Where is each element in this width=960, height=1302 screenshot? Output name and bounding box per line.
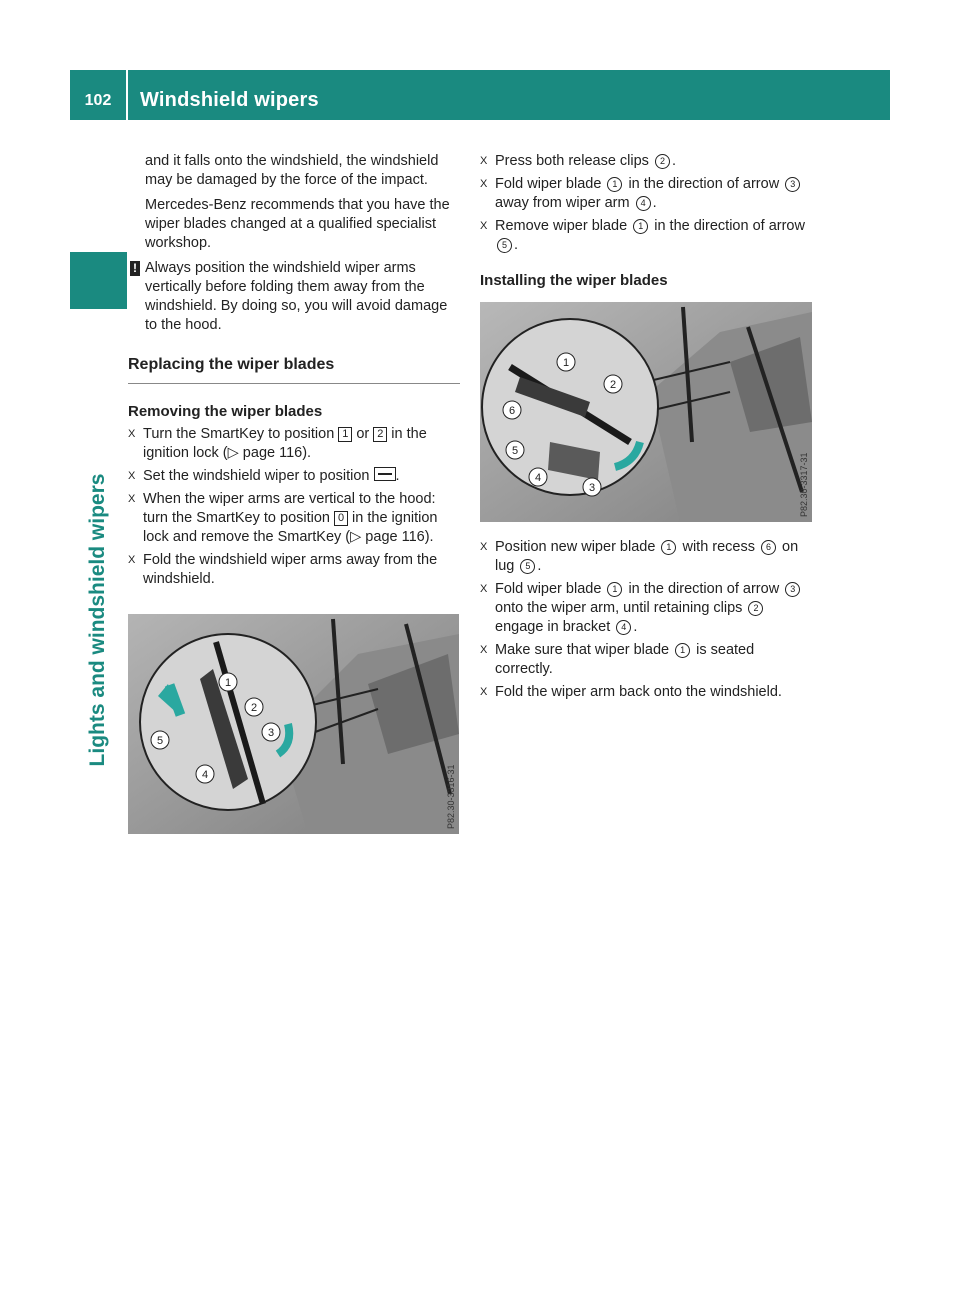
callout-ref: 5 <box>520 559 535 574</box>
key-position-icon: 0 <box>334 511 348 526</box>
key-position-icon: 2 <box>373 427 387 442</box>
step-remove-wiper-blade: X Remove wiper blade 1 in the direction of arrow 5 . <box>480 218 805 253</box>
subsection-heading-removing: Removing the wiper blades <box>128 403 323 420</box>
figure-code: P82.30-3317-31 <box>799 452 809 517</box>
left-column <box>128 152 460 593</box>
callout-ref: 3 <box>785 177 800 192</box>
page-reference-link[interactable]: page 116). <box>361 529 434 545</box>
page-header <box>70 70 890 120</box>
callout-3: 3 <box>588 482 596 494</box>
page-reference-icon: ▷ <box>227 445 239 461</box>
callout-6: 6 <box>508 405 516 417</box>
subsection-heading-installing: Installing the wiper blades <box>480 272 668 289</box>
bullet-arrow-icon: X <box>128 470 136 482</box>
recommendation-paragraph: Mercedes-Benz recommends that you have the wiper blades changed at a qualified specialist workshop. <box>145 197 450 251</box>
callout-4: 4 <box>534 472 542 484</box>
warning-note <box>128 259 460 335</box>
step-fold-wiper-arms: X Fold the windshield wiper arms away from the windshield. <box>128 552 438 587</box>
step-remove-smartkey: X When the wiper arms are vertical to the hood: turn the SmartKey to position 0 in the ignition lock and remove the SmartKey (▷ page 116). <box>128 491 438 545</box>
step-fold-wiper-blade: X Fold wiper blade 1 in the direction of arrow 3 away from wiper arm 4 . <box>480 175 812 213</box>
bullet-arrow-icon: X <box>480 541 488 553</box>
section-heading: Replacing the wiper blades <box>128 355 460 384</box>
bullet-arrow-icon: X <box>480 178 488 190</box>
intro-paragraph: and it falls onto the windshield, the windshield may be damaged by the force of the impact. <box>145 153 439 188</box>
callout-ref: 2 <box>748 601 763 616</box>
step-fold-onto-arm: X Fold wiper blade 1 in the direction of arrow 3 onto the wiper arm, until retaining clips 2 engage in bracket 4 . <box>480 580 812 637</box>
callout-ref: 2 <box>655 154 670 169</box>
callout-1: 1 <box>224 677 232 689</box>
removing-wiper-illustration <box>128 614 459 834</box>
figure-code: P82.30-3316-31 <box>446 764 456 829</box>
bullet-arrow-icon: X <box>128 428 136 440</box>
callout-1: 1 <box>562 357 570 369</box>
bullet-arrow-icon: X <box>128 493 136 505</box>
step-fold-arm-back: X Fold the wiper arm back onto the windshield. <box>480 684 782 700</box>
header-divider <box>126 70 128 120</box>
callout-ref: 1 <box>675 643 690 658</box>
callout-4: 4 <box>201 769 209 781</box>
callout-ref: 1 <box>633 219 648 234</box>
page-number: 102 <box>84 92 112 109</box>
bullet-arrow-icon: X <box>480 220 488 232</box>
callout-2: 2 <box>250 702 258 714</box>
callout-ref: 5 <box>497 238 512 253</box>
section-tab-label: Lights and windshield wipers <box>86 473 109 767</box>
callout-5: 5 <box>511 445 519 457</box>
callout-ref: 3 <box>785 582 800 597</box>
callout-ref: 1 <box>607 177 622 192</box>
callout-ref: 1 <box>661 540 676 555</box>
key-position-icon: 1 <box>338 427 352 442</box>
page-reference-icon: ▷ <box>350 529 362 545</box>
bullet-arrow-icon: X <box>480 644 488 656</box>
step-position-new-blade: X Position new wiper blade 1 with recess 6 on lug 5 . <box>480 539 799 574</box>
bullet-arrow-icon: X <box>480 155 488 167</box>
wiper-off-position-icon <box>374 467 396 481</box>
callout-ref: 6 <box>761 540 776 555</box>
installing-wiper-illustration <box>480 302 812 522</box>
callout-ref: 4 <box>636 196 651 211</box>
callout-ref: 4 <box>616 620 631 635</box>
bullet-arrow-icon: X <box>480 686 488 698</box>
step-check-seating: X Make sure that wiper blade 1 is seated correctly. <box>480 642 755 677</box>
bullet-arrow-icon: X <box>480 583 488 595</box>
page-reference-link[interactable]: page 116). <box>238 445 312 461</box>
callout-2: 2 <box>609 379 617 391</box>
warning-text: Always position the windshield wiper arms vertically before folding them away from the windshield. By doing so, you will avoid damage to the hood. <box>145 260 448 333</box>
warning-icon: ! <box>130 261 140 276</box>
section-tab-block <box>70 252 127 309</box>
callout-3: 3 <box>267 727 275 739</box>
page-title: Windshield wipers <box>140 89 319 111</box>
bullet-arrow-icon: X <box>128 554 136 566</box>
callout-5: 5 <box>156 735 164 747</box>
callout-ref: 1 <box>607 582 622 597</box>
step-press-release-clips: X Press both release clips 2 . <box>480 153 676 169</box>
step-set-wiper-position: X Set the windshield wiper to position . <box>128 468 400 484</box>
step-turn-smartkey: X Turn the SmartKey to position 1 or 2 in the ignition lock (▷ page 116). <box>128 426 427 461</box>
